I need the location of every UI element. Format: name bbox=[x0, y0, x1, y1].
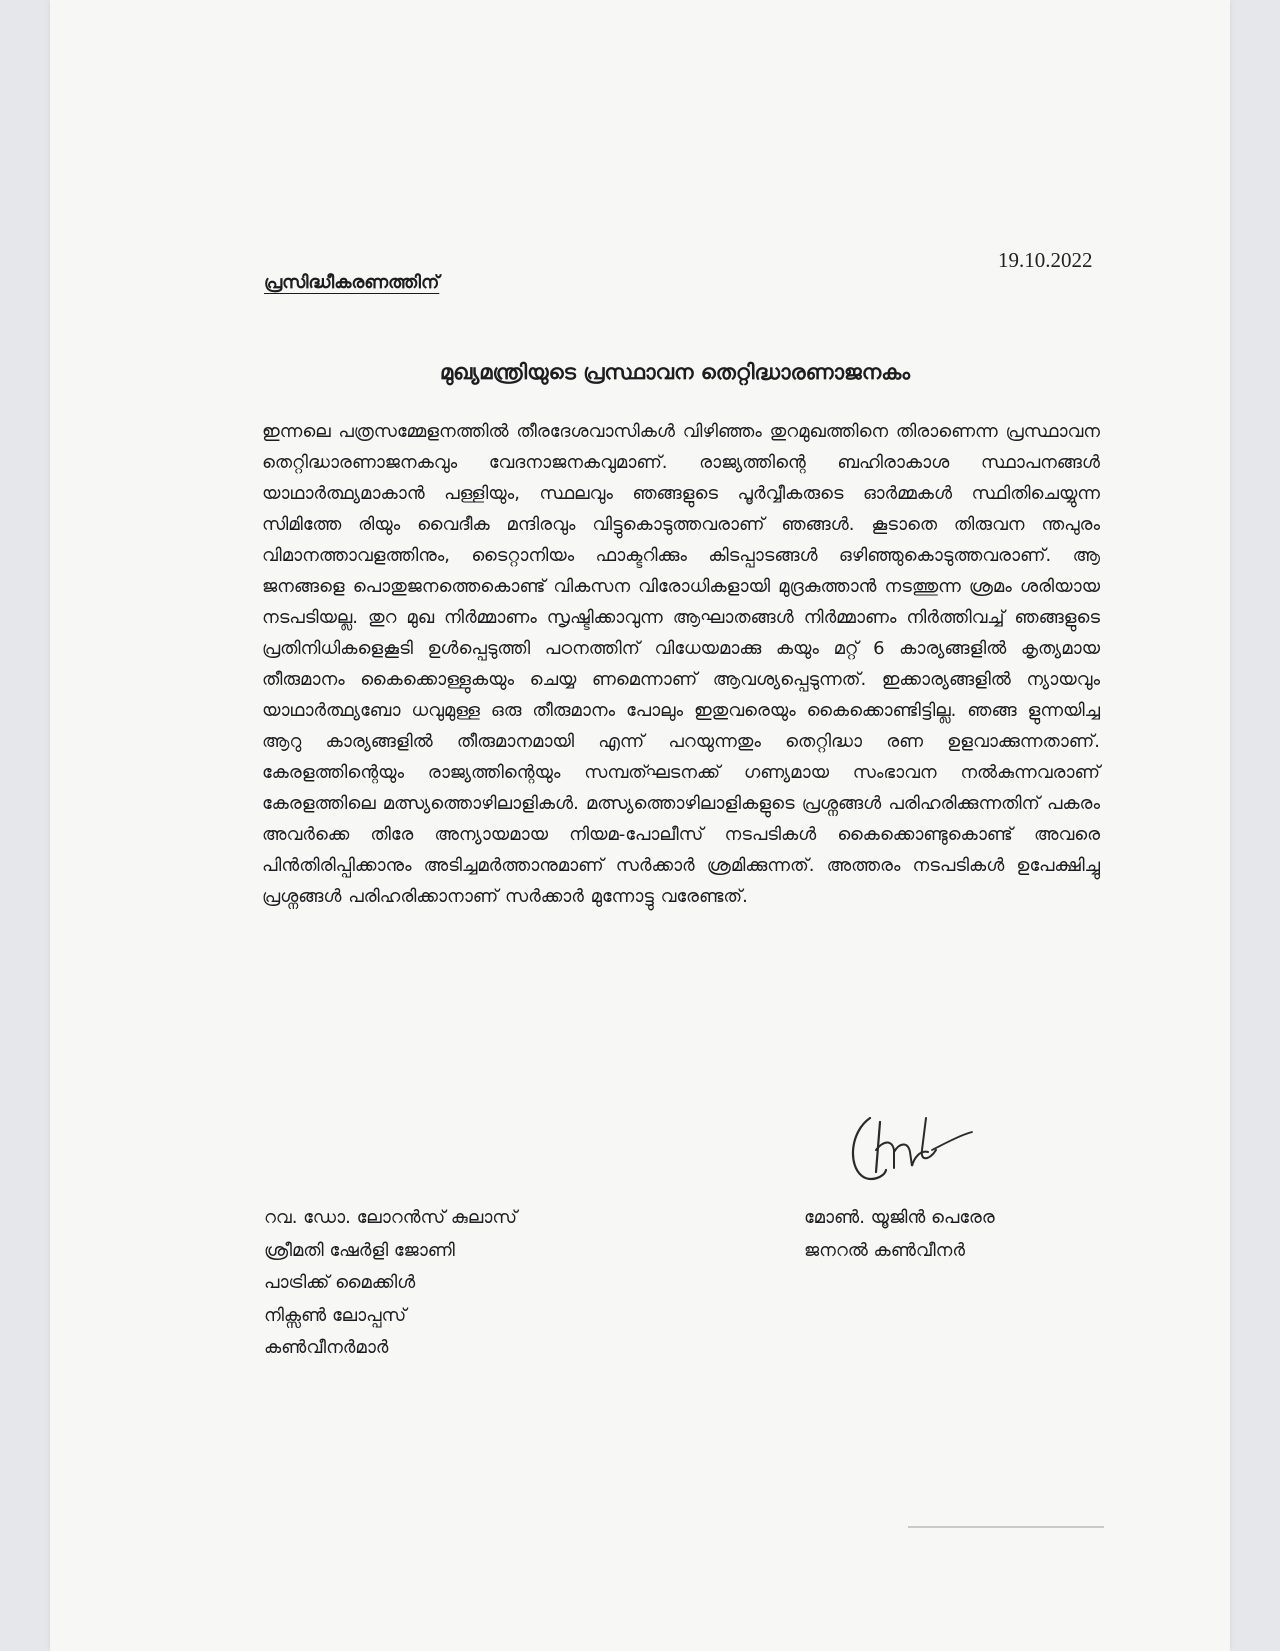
letter-date: 19.10.2022 bbox=[998, 248, 1093, 272]
general-convener-block bbox=[804, 1202, 995, 1267]
convener-name: റവ. ഡോ. ലോറൻസ് കുലാസ് bbox=[264, 1207, 518, 1228]
general-convener-name: മോൺ. യൂജിൻ പെരേര bbox=[804, 1207, 995, 1228]
convener-name: നിക്സൺ ലോപ്പസ് bbox=[264, 1304, 407, 1326]
press-release-body: ഇന്നലെ പത്രസമ്മേളനത്തിൽ തീരദേശവാസികൾ വിഴിഞ്ഞം തുറമുഖത്തിനെ തിരാണെന്ന പ്രസ്ഥാവന തെറ്റിദ്ധാരണാജനകവും വേദനാജനകവുമാണ്. രാജ്യത്തിന്റെ ബഹിരാകാശ സ്ഥാപനങ്ങൾ യാഥാർത്ഥ്യമാകാൻ പള്ളിയും, സ്ഥലവും ഞങ്ങളുടെ പൂർവ്വീകരുടെ ഓർമ്മകൾ സ്ഥിതിചെയ്യുന്ന സിമിത്തേ രിയും വൈദീക മന്ദിരവും വിട്ടുകൊടുത്തവരാണ് ഞങ്ങൾ. കൂടാതെ തിരുവന ന്തപുരം വിമാനത്താവളത്തിനും, ടൈറ്റാനിയം ഫാക്ടറിക്കും കിടപ്പാടങ്ങൾ ഒഴിഞ്ഞുകൊടുത്തവരാണ്. ആ ജനങ്ങളെ പൊതുജനത്തെകൊണ്ട് വികസന വിരോധികളായി മുദ്രകുത്താൻ നടത്തുന്ന ശ്രമം ശരിയായ നടപടിയല്ല. തുറ മുഖ നിർമ്മാണം സൃഷ്ടിക്കാവുന്ന ആഘാതങ്ങൾ നിർമ്മാണം നിർത്തിവച്ച് ഞങ്ങളുടെ പ്രതിനിധികളെകൂടി ഉൾപ്പെടുത്തി പഠനത്തിന് വിധേയമാക്കു കയും മറ്റ് 6 കാര്യങ്ങളിൽ കൃത്യമായ തീരുമാനം കൈക്കൊള്ളുകയും ചെയ്യ ണമെന്നാണ് ആവശ്യപ്പെടുന്നത്. ഇക്കാര്യങ്ങളിൽ ന്യായവും യാഥാർത്ഥ്യബോ ധവുമുള്ള ഒരു തീരുമാനം പോലും ഇതുവരെയും കൈക്കൊണ്ടിട്ടില്ല. ഞങ്ങ ളുന്നയിച്ച ആറു കാര്യങ്ങളിൽ തീരുമാനമായി എന്ന് പറയുന്നതും തെറ്റിദ്ധാ രണ ഉളവാക്കുന്നതാണ്. കേരളത്തിന്റെയും രാജ്യത്തിന്റെയും സമ്പത്ഘടനക്ക് ഗണ്യമായ സംഭാവന നൽകുന്നവരാണ് കേരളത്തിലെ മത്സ്യത്തൊഴിലാളികൾ. മത്സ്യത്തൊഴിലാളികളുടെ പ്രശ്നങ്ങൾ പരിഹരിക്കുന്നതിന് പകരം അവർക്കെ തിരേ അന്യായമായ നിയമ-പോലീസ് നടപടികൾ കൈക്കൊണ്ടുകൊണ്ട് അവരെ പിൻതിരിപ്പിക്കാനും അടിച്ചമർത്താനുമാണ് സർക്കാർ ശ്രമിക്കുന്നത്. അത്തരം നടപടികൾ ഉപേക്ഷിച്ചു പ്രശ്നങ്ങൾ പരിഹരിക്കാനാണ് സർക്കാർ മുന്നോട്ടു വരേണ്ടത്. bbox=[262, 421, 1100, 907]
footer-print-mark bbox=[908, 1524, 1104, 1530]
letter-page bbox=[50, 0, 1230, 1651]
for-publication-label: പ്രസിദ്ധീകരണത്തിന് bbox=[264, 272, 440, 293]
conveners-list bbox=[264, 1202, 517, 1365]
press-release-headline: മുഖ്യമന്ത്രിയുടെ പ്രസ്ഥാവന തെറ്റിദ്ധാരണാജനകം bbox=[439, 360, 911, 384]
convener-name: ശ്രീമതി ഷേർളി ജോണി bbox=[264, 1239, 455, 1261]
signature bbox=[840, 1110, 990, 1190]
convener-name: പാട്രിക്ക് മൈക്കിൾ bbox=[264, 1272, 416, 1293]
general-convener-title: ജനറൽ കൺവീനർ bbox=[804, 1239, 965, 1261]
conveners-title: കൺവീനർമാർ bbox=[264, 1337, 389, 1358]
